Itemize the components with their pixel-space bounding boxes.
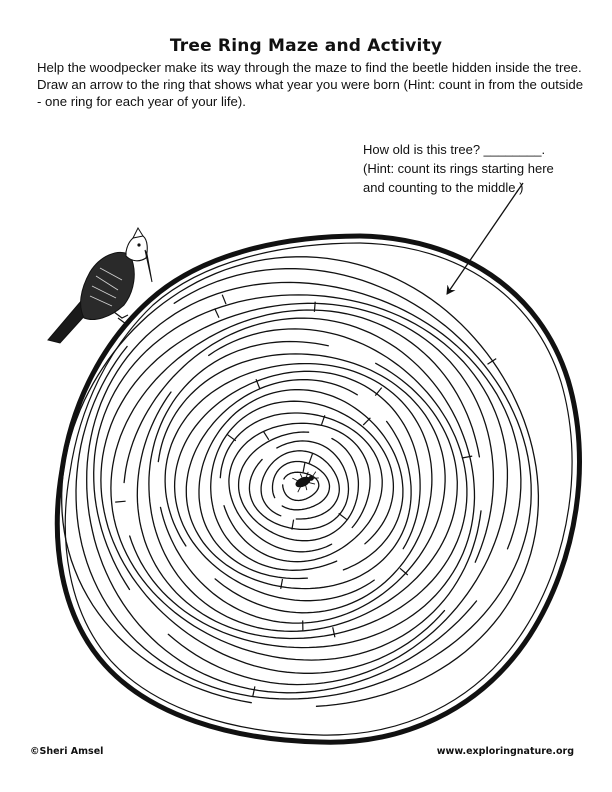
maze-wall <box>253 686 255 696</box>
website-link[interactable]: www.exploringnature.org <box>436 746 574 757</box>
maze-wall <box>333 627 335 637</box>
maze-wall <box>363 418 370 425</box>
maze-wall <box>215 309 219 318</box>
tree-ring[interactable] <box>158 354 445 623</box>
woodpecker-head <box>126 235 147 260</box>
question-line-1: How old is this tree? ________. <box>363 142 546 157</box>
maze-wall <box>115 501 125 502</box>
maze-wall <box>303 462 305 472</box>
woodpecker-feet <box>114 312 130 324</box>
copyright-text: ©Sheri Amsel <box>30 746 104 757</box>
hint-arrow <box>447 183 523 294</box>
tree-bark-inner-edge <box>65 243 572 735</box>
instruction-line-2: Draw an arrow to the ring that shows what year you were born (Hint: count in from the outside - one ring for each year of your life). <box>37 77 584 109</box>
woodpecker-crest <box>133 228 143 238</box>
question-line-3: and counting to the middle.) <box>363 180 524 195</box>
woodpecker-beak <box>145 250 152 282</box>
woodpecker-body <box>81 252 135 319</box>
page-title: Tree Ring Maze and Activity <box>169 36 443 56</box>
question-line-2: (Hint: count its rings starting here <box>363 161 554 176</box>
maze-wall <box>309 454 312 464</box>
woodpecker-eye <box>137 243 140 246</box>
maze-wall <box>222 295 226 304</box>
instruction-line-1: Help the woodpecker make its way through the maze to find the beetle hidden inside the tree. <box>37 60 582 75</box>
maze-wall <box>263 431 269 440</box>
tree-ring[interactable] <box>101 303 494 673</box>
